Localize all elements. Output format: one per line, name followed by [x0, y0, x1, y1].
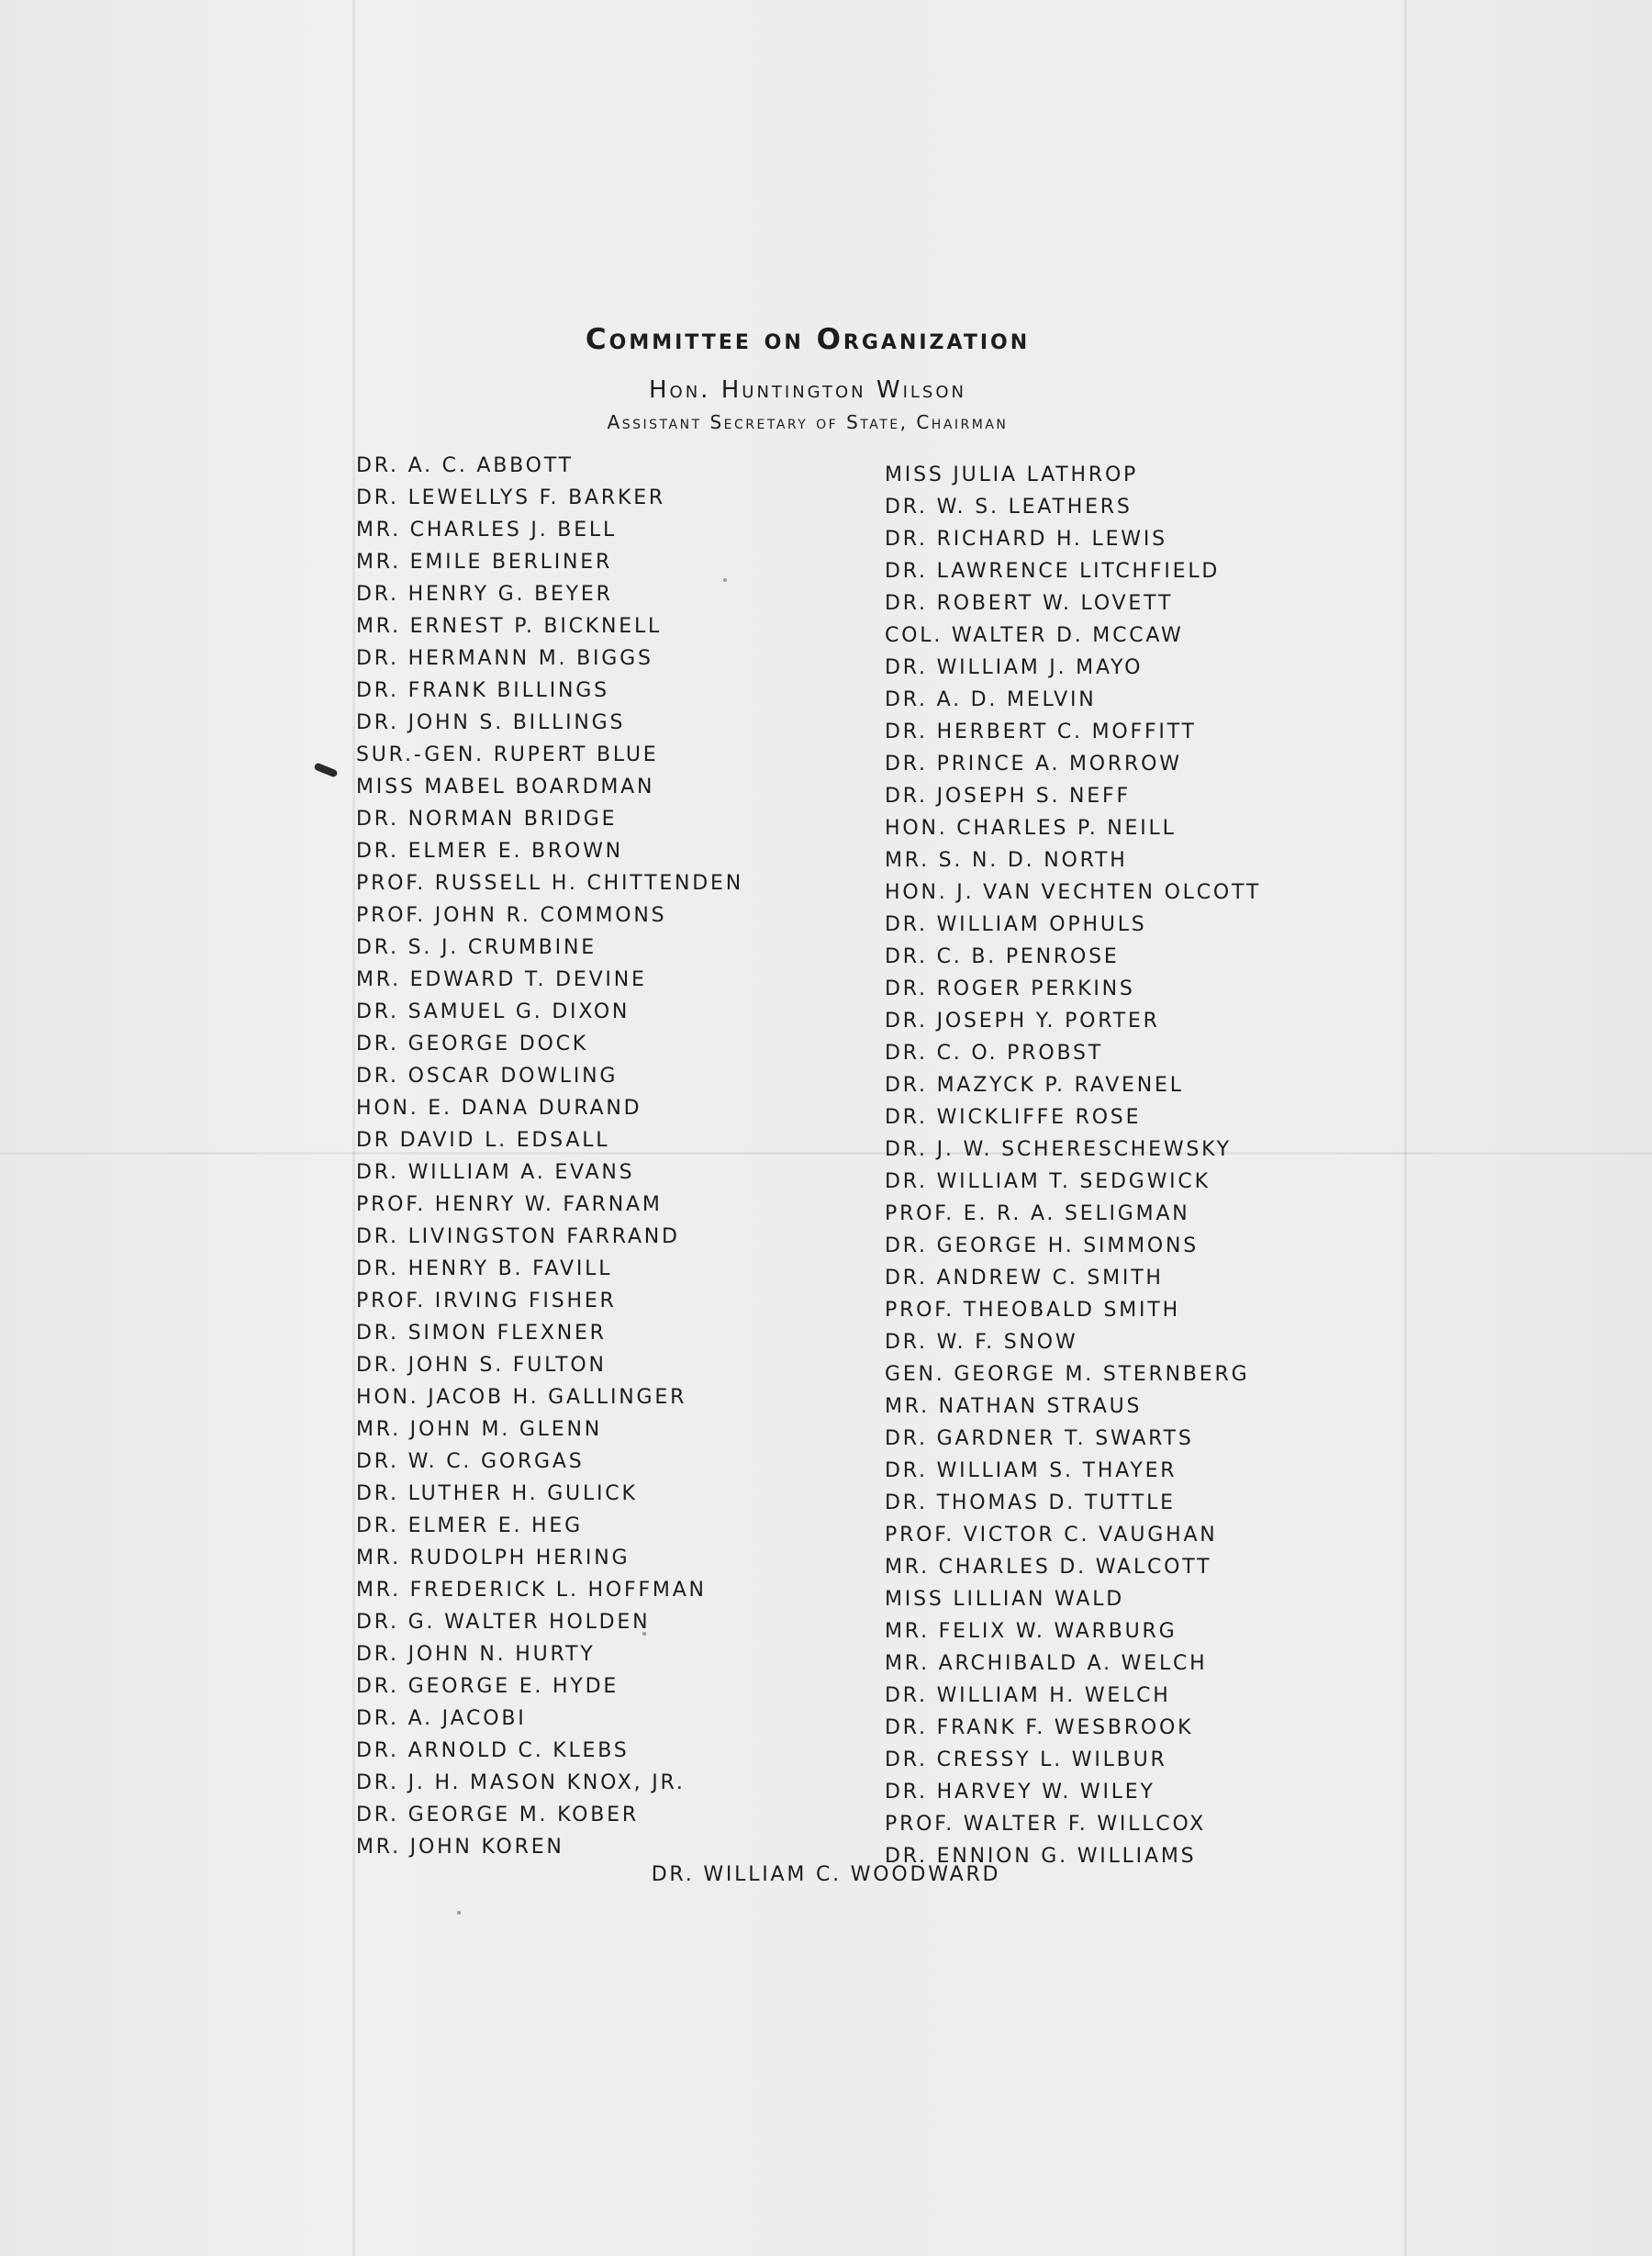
member-name: MR. FELIX W. WARBURG: [885, 1620, 1178, 1643]
member-name: PROF. VICTOR C. VAUGHAN: [885, 1524, 1218, 1547]
paper-fold-line: [0, 1152, 1652, 1155]
member-name: DR. PRINCE A. MORROW: [885, 753, 1182, 776]
member-name: MR. EDWARD T. DEVINE: [356, 968, 647, 991]
member-name: DR. WILLIAM H. WELCH: [885, 1684, 1171, 1707]
member-name: PROF. WALTER F. WILLCOX: [885, 1813, 1207, 1836]
member-name: MR. JOHN M. GLENN: [356, 1418, 602, 1441]
member-name: DR. LEWELLYS F. BARKER: [356, 486, 665, 509]
member-name: MISS JULIA LATHROP: [885, 463, 1139, 486]
member-name: COL. WALTER D. MCCAW: [885, 624, 1184, 647]
member-name: DR. HERBERT C. MOFFITT: [885, 720, 1197, 743]
member-name: DR. JOSEPH S. NEFF: [885, 785, 1131, 808]
member-name: GEN. GEORGE M. STERNBERG: [885, 1363, 1250, 1386]
member-name: DR. OSCAR DOWLING: [356, 1065, 619, 1088]
member-name: DR. LIVINGSTON FARRAND: [356, 1225, 680, 1248]
member-name: DR. HARVEY W. WILEY: [885, 1781, 1155, 1804]
member-name: MR. ERNEST P. BICKNELL: [356, 615, 663, 638]
member-name: DR. W. F. SNOW: [885, 1331, 1078, 1354]
member-name: MR. FREDERICK L. HOFFMAN: [356, 1579, 707, 1602]
chairman-name: Hon. Huntington Wilson: [649, 376, 966, 404]
member-name: DR. W. S. LEATHERS: [885, 496, 1133, 519]
member-list-left: [356, 450, 743, 1863]
member-name: DR. WILLIAM S. THAYER: [885, 1459, 1178, 1482]
member-name: PROF. HENRY W. FARNAM: [356, 1193, 663, 1216]
member-name: MR. NATHAN STRAUS: [885, 1395, 1143, 1418]
member-name: DR. THOMAS D. TUTTLE: [885, 1491, 1176, 1514]
member-name: PROF. E. R. A. SELIGMAN: [885, 1202, 1190, 1225]
member-name: DR. WILLIAM T. SEDGWICK: [885, 1170, 1211, 1193]
member-name: MR. CHARLES J. BELL: [356, 519, 618, 542]
member-name: SUR.-GEN. RUPERT BLUE: [356, 743, 659, 766]
member-name: DR. NORMAN BRIDGE: [356, 808, 618, 831]
member-name: DR. GARDNER T. SWARTS: [885, 1427, 1194, 1450]
member-name: MR. S. N. D. NORTH: [885, 849, 1128, 872]
member-name: DR. A. JACOBI: [356, 1707, 527, 1730]
member-name: DR. RICHARD H. LEWIS: [885, 528, 1167, 551]
member-name: DR. LUTHER H. GULICK: [356, 1482, 638, 1505]
member-name: DR. JOSEPH Y. PORTER: [885, 1010, 1160, 1033]
member-name: DR. WILLIAM A. EVANS: [356, 1161, 635, 1184]
member-name: DR. JOHN N. HURTY: [356, 1643, 596, 1666]
member-name: DR. A. D. MELVIN: [885, 688, 1097, 711]
chairman-title: Assistant Secretary of State, Chairman: [607, 411, 1009, 433]
member-name: DR. WILLIAM OPHULS: [885, 913, 1147, 936]
member-name: DR. FRANK BILLINGS: [356, 679, 609, 702]
member-name: DR. SIMON FLEXNER: [356, 1322, 607, 1345]
member-name: HON. J. VAN VECHTEN OLCOTT: [885, 881, 1262, 904]
member-name: DR. CRESSY L. WILBUR: [885, 1748, 1167, 1771]
member-name: HON. E. DANA DURAND: [356, 1097, 642, 1120]
member-name: MISS LILLIAN WALD: [885, 1588, 1125, 1611]
member-name: DR. ENNION G. WILLIAMS: [885, 1845, 1197, 1868]
member-name: PROF. THEOBALD SMITH: [885, 1299, 1180, 1322]
member-name: DR. J. H. MASON KNOX, JR.: [356, 1771, 686, 1794]
member-name: DR. G. WALTER HOLDEN: [356, 1611, 651, 1634]
member-name: DR. C. O. PROBST: [885, 1042, 1103, 1065]
member-name: DR. A. C. ABBOTT: [356, 454, 574, 477]
member-name: DR. J. W. SCHERESCHEWSKY: [885, 1138, 1232, 1161]
member-name: DR. LAWRENCE LITCHFIELD: [885, 560, 1221, 583]
member-name: MISS MABEL BOARDMAN: [356, 776, 655, 799]
member-name: DR. ELMER E. BROWN: [356, 840, 623, 863]
member-name: DR. ELMER E. HEG: [356, 1514, 583, 1537]
member-name: PROF. RUSSELL H. CHITTENDEN: [356, 872, 743, 895]
member-name: MR. EMILE BERLINER: [356, 551, 613, 574]
member-name: PROF. JOHN R. COMMONS: [356, 904, 667, 927]
member-name: DR. C. B. PENROSE: [885, 945, 1120, 968]
member-name: HON. CHARLES P. NEILL: [885, 817, 1177, 840]
member-name: DR. GEORGE E. HYDE: [356, 1675, 620, 1698]
member-name: DR DAVID L. EDSALL: [356, 1129, 610, 1152]
member-name: DR. JOHN S. BILLINGS: [356, 711, 626, 734]
member-name: MR. RUDOLPH HERING: [356, 1547, 631, 1569]
member-name: DR. HERMANN M. BIGGS: [356, 647, 653, 670]
final-member: DR. WILLIAM C. WOODWARD: [651, 1863, 1001, 1886]
member-name: HON. JACOB H. GALLINGER: [356, 1386, 687, 1409]
member-name: PROF. IRVING FISHER: [356, 1290, 617, 1312]
member-list-right: [885, 459, 1261, 1872]
document-title: Committee on Organization: [585, 323, 1031, 356]
member-name: DR. HENRY G. BEYER: [356, 583, 613, 606]
member-name: DR. ANDREW C. SMITH: [885, 1267, 1164, 1290]
member-name: DR. SAMUEL G. DIXON: [356, 1000, 631, 1023]
member-name: DR. W. C. GORGAS: [356, 1450, 585, 1473]
member-name: DR. JOHN S. FULTON: [356, 1354, 607, 1377]
member-name: DR. S. J. CRUMBINE: [356, 936, 597, 959]
member-name: DR. WILLIAM J. MAYO: [885, 656, 1144, 679]
member-name: DR. GEORGE DOCK: [356, 1033, 588, 1055]
member-name: DR. HENRY B. FAVILL: [356, 1257, 613, 1280]
member-name: DR. ARNOLD C. KLEBS: [356, 1739, 630, 1762]
member-name: MR. CHARLES D. WALCOTT: [885, 1556, 1212, 1579]
member-name: DR. GEORGE H. SIMMONS: [885, 1234, 1200, 1257]
member-name: DR. ROBERT W. LOVETT: [885, 592, 1174, 615]
ink-mark: [313, 762, 338, 777]
member-name: DR. GEORGE M. KOBER: [356, 1804, 639, 1826]
member-name: MR. ARCHIBALD A. WELCH: [885, 1652, 1208, 1675]
member-name: DR. FRANK F. WESBROOK: [885, 1716, 1194, 1739]
member-name: DR. MAZYCK P. RAVENEL: [885, 1074, 1184, 1097]
paper-speck: [457, 1911, 461, 1915]
member-name: MR. JOHN KOREN: [356, 1836, 564, 1859]
member-name: DR. ROGER PERKINS: [885, 977, 1135, 1000]
member-name: DR. WICKLIFFE ROSE: [885, 1106, 1142, 1129]
